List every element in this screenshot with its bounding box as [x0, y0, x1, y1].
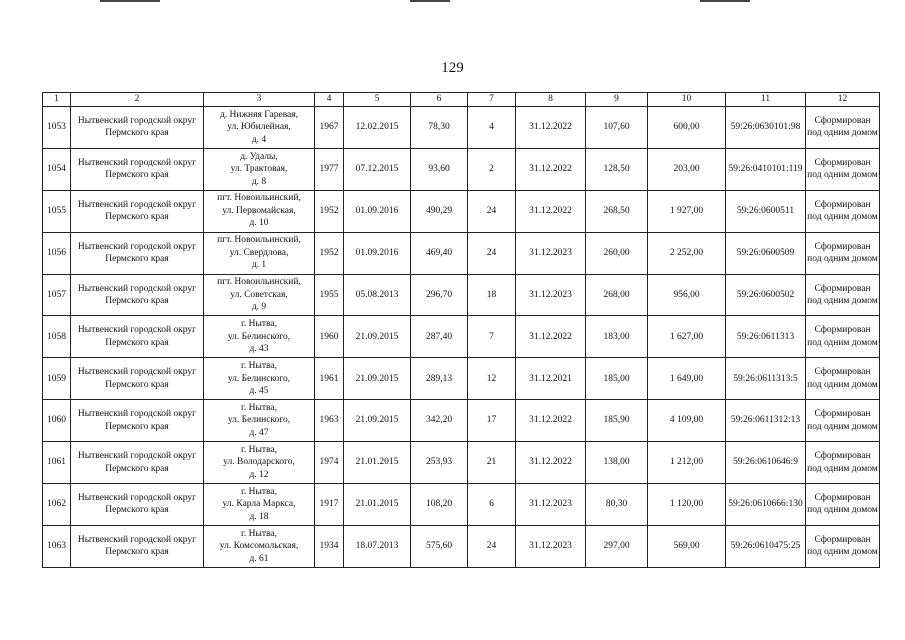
row-number-cell: 1054: [43, 148, 71, 190]
area-cell: 296,70: [411, 274, 468, 316]
column-header: 5: [344, 93, 411, 107]
year-cell: 1963: [315, 400, 344, 442]
row-number-cell: 1060: [43, 400, 71, 442]
status-cell: Сформирован под одним домом: [806, 107, 880, 149]
deadline-cell: 31.12.2023: [516, 274, 586, 316]
owner-cell: Нытвенский городской округ Пермского края: [71, 316, 204, 358]
cadastral-number-cell: 59:26:0600511: [726, 190, 806, 232]
owner-cell: Нытвенский городской округ Пермского края: [71, 484, 204, 526]
cadastral-number-cell: 59:26:0610646:9: [726, 442, 806, 484]
year-cell: 1960: [315, 316, 344, 358]
owner-cell: Нытвенский городской округ Пермского края: [71, 232, 204, 274]
year-cell: 1952: [315, 190, 344, 232]
area-cell: 253,93: [411, 442, 468, 484]
date-cell: 21.09.2015: [344, 316, 411, 358]
address-cell: пгт. Новоильинский, ул. Первомайская, д. 10: [204, 190, 315, 232]
address-cell: г. Нытва, ул. Белинского, д. 43: [204, 316, 315, 358]
date-cell: 01.09.2016: [344, 190, 411, 232]
row-number-cell: 1062: [43, 484, 71, 526]
cadastral-number-cell: 59:26:0600502: [726, 274, 806, 316]
cadastral-number-cell: 59:26:0630101:98: [726, 107, 806, 149]
address-cell: г. Нытва, ул. Карла Маркса, д. 18: [204, 484, 315, 526]
deadline-cell: 31.12.2023: [516, 232, 586, 274]
row-number-cell: 1057: [43, 274, 71, 316]
address-cell: пгт. Новоильинский, ул. Советская, д. 9: [204, 274, 315, 316]
table-row: [43, 274, 880, 316]
year-cell: 1961: [315, 358, 344, 400]
owner-cell: Нытвенский городской округ Пермского края: [71, 400, 204, 442]
count-cell: 2: [468, 148, 516, 190]
row-number-cell: 1058: [43, 316, 71, 358]
count-cell: 6: [468, 484, 516, 526]
land-area-cell: 569,00: [648, 525, 726, 567]
date-cell: 18.07.2013: [344, 525, 411, 567]
owner-cell: Нытвенский городской округ Пермского края: [71, 107, 204, 149]
status-cell: Сформирован под одним домом: [806, 190, 880, 232]
land-area-cell: 1 927,00: [648, 190, 726, 232]
land-area-cell: 1 120,00: [648, 484, 726, 526]
table-row: [43, 442, 880, 484]
address-cell: д. Нижняя Гаревая, ул. Юбилейная, д. 4: [204, 107, 315, 149]
status-cell: Сформирован под одним домом: [806, 525, 880, 567]
table-row: [43, 358, 880, 400]
area-cell: 490,29: [411, 190, 468, 232]
area-cell: 287,40: [411, 316, 468, 358]
count-cell: 7: [468, 316, 516, 358]
area2-cell: 268,50: [586, 190, 648, 232]
land-area-cell: 4 109,00: [648, 400, 726, 442]
row-number-cell: 1059: [43, 358, 71, 400]
area2-cell: 268,00: [586, 274, 648, 316]
housing-registry-table: [42, 92, 880, 568]
address-cell: г. Нытва, ул. Володарского, д. 12: [204, 442, 315, 484]
status-cell: Сформирован под одним домом: [806, 442, 880, 484]
area-cell: 78,30: [411, 107, 468, 149]
count-cell: 4: [468, 107, 516, 149]
area-cell: 108,20: [411, 484, 468, 526]
year-cell: 1974: [315, 442, 344, 484]
table-row: [43, 525, 880, 567]
scan-edge-mark-center: [410, 0, 450, 2]
address-cell: г. Нытва, ул. Белинского, д. 47: [204, 400, 315, 442]
cadastral-number-cell: 59:26:0611313: [726, 316, 806, 358]
year-cell: 1952: [315, 232, 344, 274]
year-cell: 1967: [315, 107, 344, 149]
column-header: 9: [586, 93, 648, 107]
owner-cell: Нытвенский городской округ Пермского края: [71, 190, 204, 232]
column-header: 12: [806, 93, 880, 107]
column-header: 7: [468, 93, 516, 107]
cadastral-number-cell: 59:26:0611313:5: [726, 358, 806, 400]
status-cell: Сформирован под одним домом: [806, 148, 880, 190]
count-cell: 17: [468, 400, 516, 442]
address-cell: г. Нытва, ул. Белинского, д. 45: [204, 358, 315, 400]
status-cell: Сформирован под одним домом: [806, 484, 880, 526]
deadline-cell: 31.12.2022: [516, 107, 586, 149]
area-cell: 342,20: [411, 400, 468, 442]
column-header: 8: [516, 93, 586, 107]
table-row: [43, 232, 880, 274]
date-cell: 21.09.2015: [344, 400, 411, 442]
count-cell: 24: [468, 232, 516, 274]
cadastral-number-cell: 59:26:0610475:25: [726, 525, 806, 567]
column-header: 4: [315, 93, 344, 107]
date-cell: 21.01.2015: [344, 484, 411, 526]
row-number-cell: 1053: [43, 107, 71, 149]
land-area-cell: 956,00: [648, 274, 726, 316]
status-cell: Сформирован под одним домом: [806, 274, 880, 316]
table-row: [43, 148, 880, 190]
owner-cell: Нытвенский городской округ Пермского края: [71, 525, 204, 567]
land-area-cell: 1 649,00: [648, 358, 726, 400]
column-header: 6: [411, 93, 468, 107]
date-cell: 21.01.2015: [344, 442, 411, 484]
area2-cell: 80,30: [586, 484, 648, 526]
area2-cell: 138,00: [586, 442, 648, 484]
address-cell: д. Удалы, ул. Трактовая, д. 8: [204, 148, 315, 190]
count-cell: 18: [468, 274, 516, 316]
deadline-cell: 31.12.2021: [516, 358, 586, 400]
land-area-cell: 1 212,00: [648, 442, 726, 484]
area-cell: 575,60: [411, 525, 468, 567]
area2-cell: 185,90: [586, 400, 648, 442]
deadline-cell: 31.12.2022: [516, 400, 586, 442]
cadastral-number-cell: 59:26:0410101:119: [726, 148, 806, 190]
area-cell: 289,13: [411, 358, 468, 400]
year-cell: 1917: [315, 484, 344, 526]
deadline-cell: 31.12.2023: [516, 525, 586, 567]
column-number-row: [43, 93, 880, 107]
table-row: [43, 316, 880, 358]
area2-cell: 260,00: [586, 232, 648, 274]
count-cell: 24: [468, 525, 516, 567]
area2-cell: 128,50: [586, 148, 648, 190]
status-cell: Сформирован под одним домом: [806, 232, 880, 274]
page-number: 129: [441, 60, 464, 76]
deadline-cell: 31.12.2022: [516, 190, 586, 232]
deadline-cell: 31.12.2023: [516, 484, 586, 526]
area2-cell: 185,00: [586, 358, 648, 400]
table-row: [43, 400, 880, 442]
land-area-cell: 203,00: [648, 148, 726, 190]
owner-cell: Нытвенский городской округ Пермского края: [71, 358, 204, 400]
cadastral-number-cell: 59:26:0600509: [726, 232, 806, 274]
column-header: 2: [71, 93, 204, 107]
row-number-cell: 1056: [43, 232, 71, 274]
date-cell: 07.12.2015: [344, 148, 411, 190]
deadline-cell: 31.12.2022: [516, 442, 586, 484]
address-cell: г. Нытва, ул. Комсомольская, д. 61: [204, 525, 315, 567]
date-cell: 01.09.2016: [344, 232, 411, 274]
deadline-cell: 31.12.2022: [516, 148, 586, 190]
row-number-cell: 1063: [43, 525, 71, 567]
status-cell: Сформирован под одним домом: [806, 400, 880, 442]
count-cell: 12: [468, 358, 516, 400]
owner-cell: Нытвенский городской округ Пермского края: [71, 442, 204, 484]
date-cell: 05.08.2013: [344, 274, 411, 316]
cadastral-number-cell: 59:26:0611312:13: [726, 400, 806, 442]
column-header: 11: [726, 93, 806, 107]
area2-cell: 183,00: [586, 316, 648, 358]
column-header: 1: [43, 93, 71, 107]
scan-edge-mark-right: [700, 0, 750, 2]
area-cell: 93,60: [411, 148, 468, 190]
table-row: [43, 190, 880, 232]
count-cell: 21: [468, 442, 516, 484]
year-cell: 1934: [315, 525, 344, 567]
count-cell: 24: [468, 190, 516, 232]
date-cell: 21.09.2015: [344, 358, 411, 400]
row-number-cell: 1061: [43, 442, 71, 484]
column-header: 10: [648, 93, 726, 107]
year-cell: 1955: [315, 274, 344, 316]
land-area-cell: 2 252,00: [648, 232, 726, 274]
scan-edge-mark-left: [100, 0, 160, 2]
address-cell: пгт. Новоильинский, ул. Свердлова, д. 1: [204, 232, 315, 274]
cadastral-number-cell: 59:26:0610666:130: [726, 484, 806, 526]
row-number-cell: 1055: [43, 190, 71, 232]
deadline-cell: 31.12.2022: [516, 316, 586, 358]
area2-cell: 107,60: [586, 107, 648, 149]
status-cell: Сформирован под одним домом: [806, 358, 880, 400]
area2-cell: 297,00: [586, 525, 648, 567]
land-area-cell: 600,00: [648, 107, 726, 149]
owner-cell: Нытвенский городской округ Пермского края: [71, 148, 204, 190]
table-row: [43, 107, 880, 149]
year-cell: 1977: [315, 148, 344, 190]
column-header: 3: [204, 93, 315, 107]
date-cell: 12.02.2015: [344, 107, 411, 149]
area-cell: 469,40: [411, 232, 468, 274]
status-cell: Сформирован под одним домом: [806, 316, 880, 358]
owner-cell: Нытвенский городской округ Пермского края: [71, 274, 204, 316]
land-area-cell: 1 627,00: [648, 316, 726, 358]
table-row: [43, 484, 880, 526]
